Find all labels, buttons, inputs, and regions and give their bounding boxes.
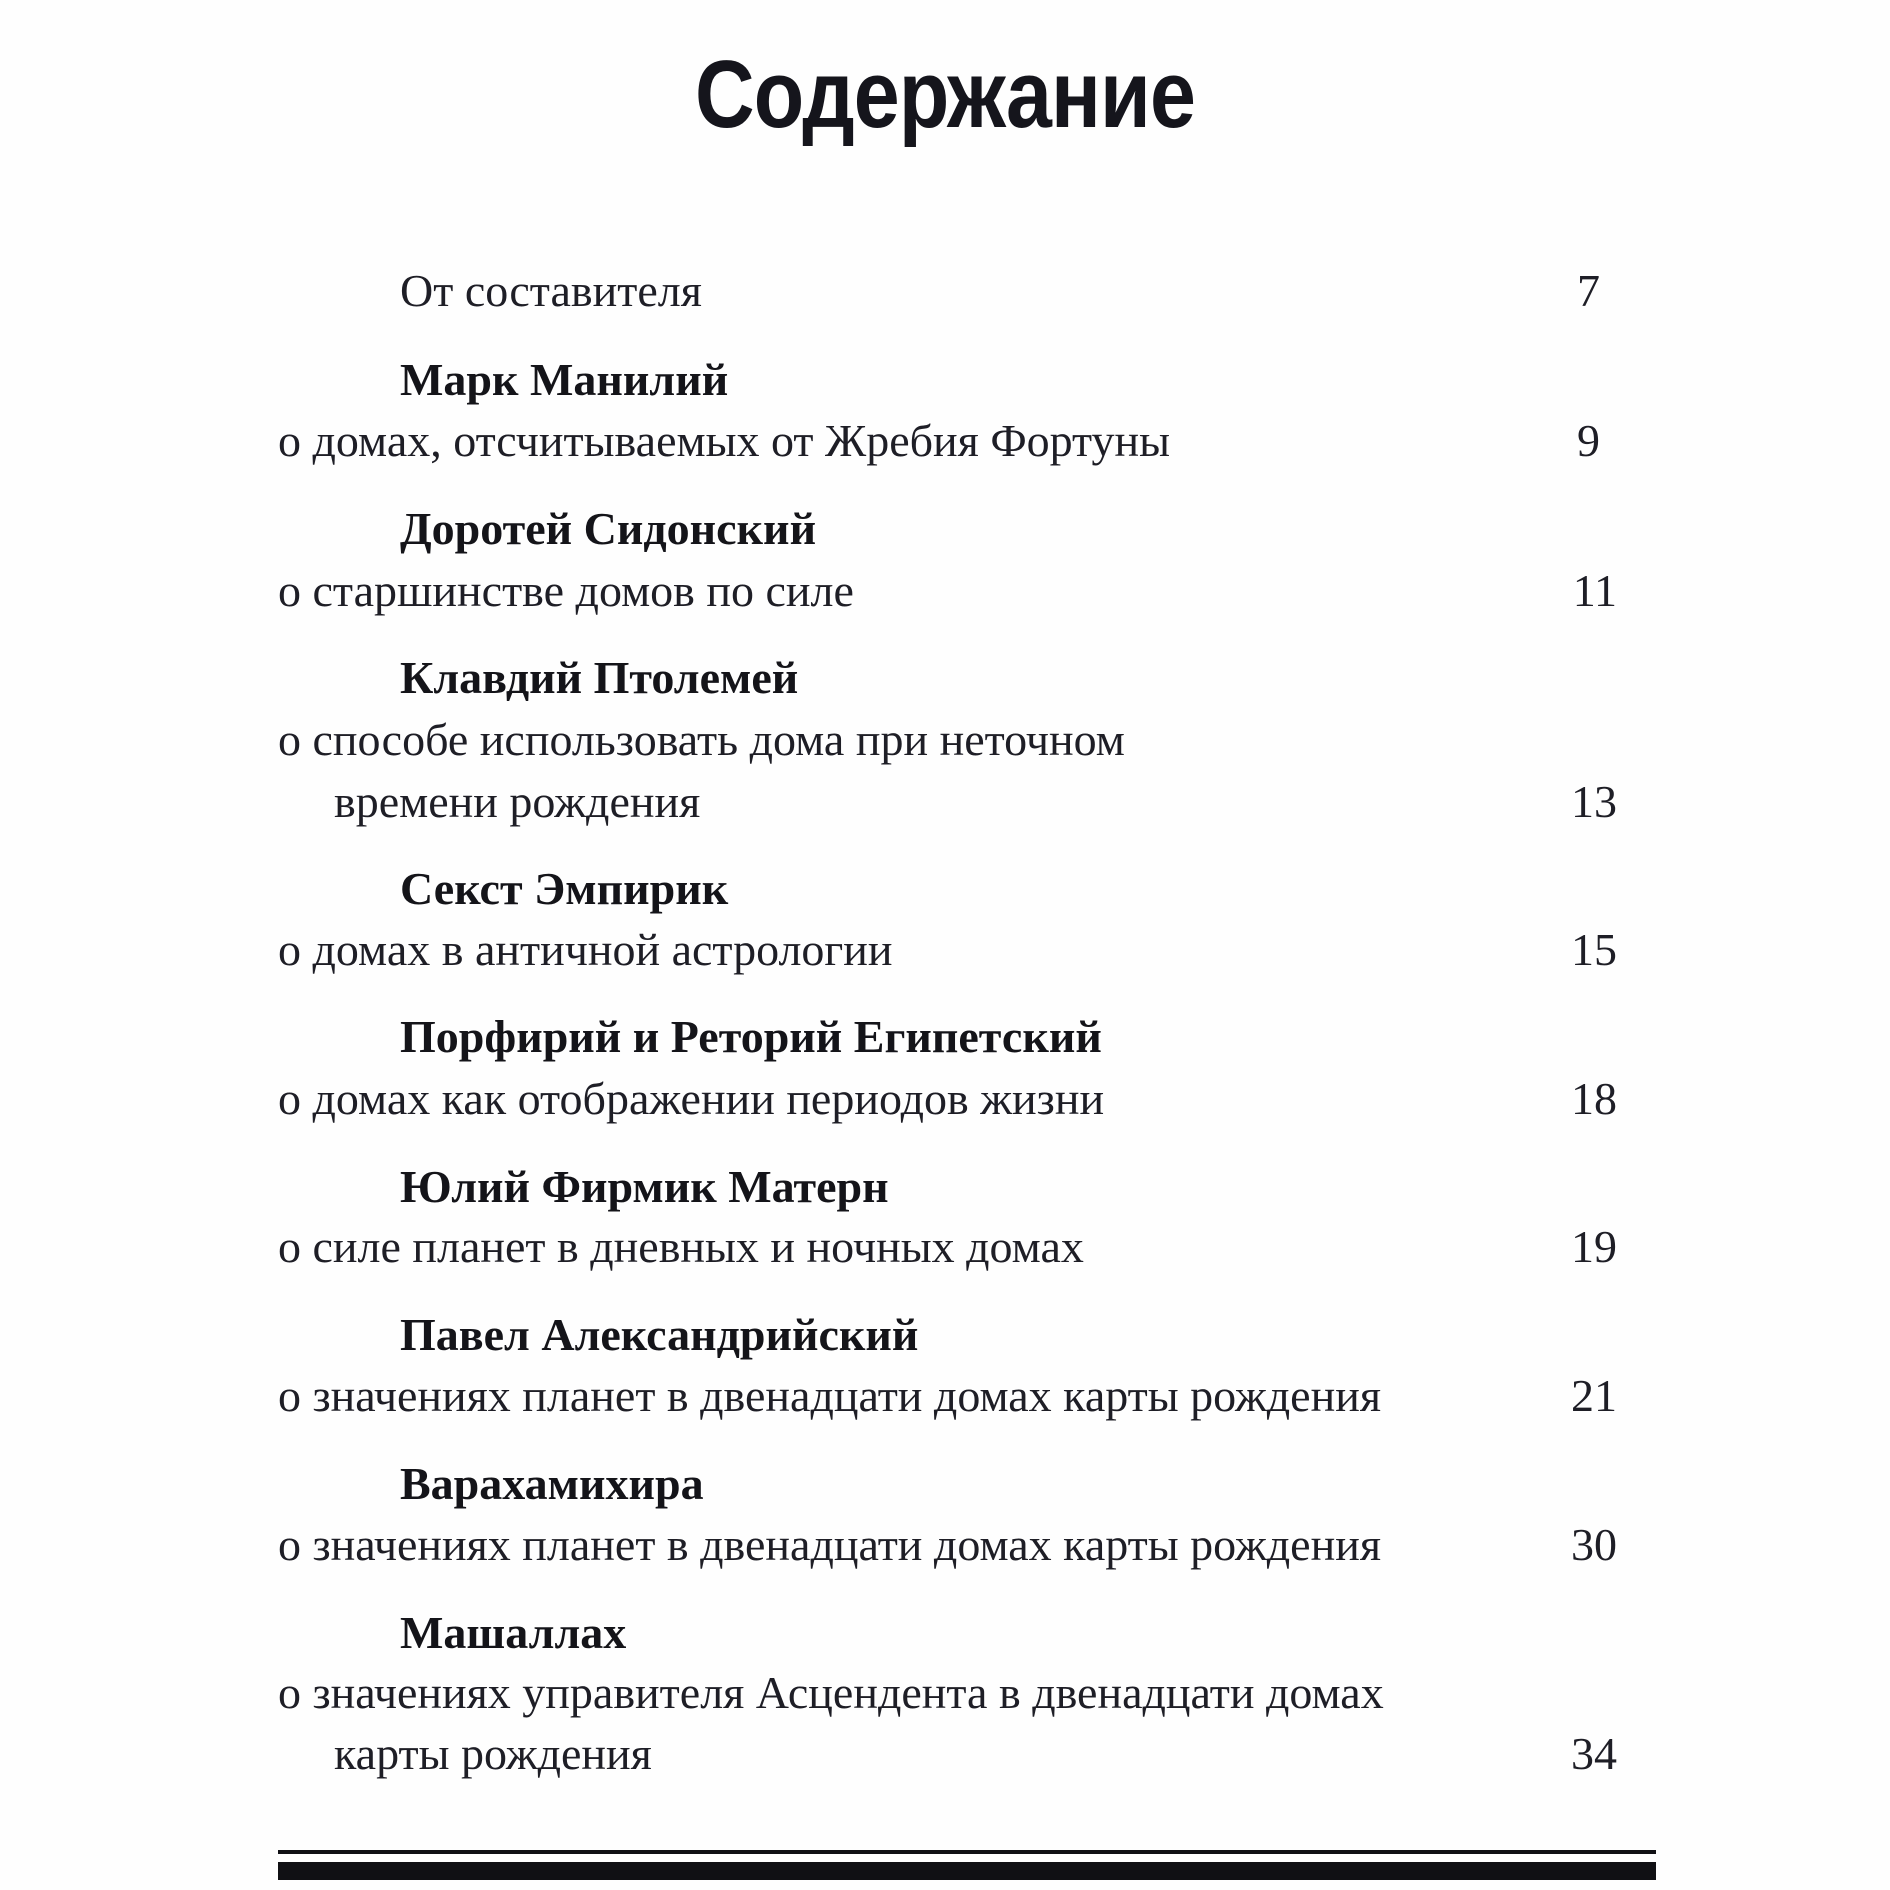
toc-entry-author: Доротей Сидонский bbox=[400, 503, 817, 554]
toc-entry-subtitle: о значениях планет в двенадцати домах карты рождения bbox=[278, 1370, 1381, 1421]
toc-page-number: 30 bbox=[1571, 1519, 1617, 1570]
toc-page-number: 21 bbox=[1571, 1370, 1617, 1421]
toc-entry-subtitle: о силе планет в дневных и ночных домах bbox=[278, 1221, 1084, 1272]
toc-entry-subtitle: о домах в античной астрологии bbox=[278, 924, 893, 975]
toc-entry-subtitle: о домах как отображении периодов жизни bbox=[278, 1073, 1105, 1124]
toc-page-number: 19 bbox=[1571, 1221, 1617, 1272]
toc-page-number: 9 bbox=[1577, 415, 1600, 466]
toc-entry-subtitle-continued: времени рождения bbox=[334, 776, 701, 827]
toc-entry-author: Варахамихира bbox=[400, 1458, 704, 1509]
toc-entry-subtitle: о домах, отсчитываемых от Жребия Фортуны bbox=[278, 415, 1171, 466]
toc-entry-author: Марк Манилий bbox=[400, 354, 729, 405]
bottom-rule-thick bbox=[278, 1862, 1656, 1880]
toc-entry-subtitle: о способе использовать дома при неточном bbox=[278, 714, 1125, 765]
page-title: Содержание bbox=[694, 41, 1196, 148]
toc-page-number: 11 bbox=[1572, 565, 1617, 616]
toc-entry-subtitle-continued: карты рождения bbox=[334, 1728, 652, 1779]
toc-entry-author: Павел Александрийский bbox=[400, 1309, 919, 1360]
toc-entry-author: Порфирий и Реторий Египетский bbox=[400, 1011, 1102, 1062]
toc-page-number: 7 bbox=[1577, 265, 1600, 316]
bottom-rule-thin bbox=[278, 1850, 1656, 1854]
toc-page-number: 34 bbox=[1571, 1728, 1617, 1779]
toc-entry-subtitle: От составителя bbox=[400, 265, 702, 316]
toc-entry-author: Юлий Фирмик Матерн bbox=[400, 1161, 889, 1212]
toc-page-number: 13 bbox=[1571, 776, 1617, 827]
toc-page-number: 18 bbox=[1571, 1073, 1617, 1124]
toc-entry-author: Секст Эмпирик bbox=[400, 863, 729, 914]
toc-entry-author: Клавдий Птолемей bbox=[400, 652, 799, 703]
toc-entry-subtitle: о значениях управителя Асцендента в двенадцати домах bbox=[278, 1667, 1384, 1718]
toc-entry-subtitle: о старшинстве домов по силе bbox=[278, 565, 854, 616]
toc-page-number: 15 bbox=[1571, 924, 1617, 975]
toc-entry-subtitle: о значениях планет в двенадцати домах карты рождения bbox=[278, 1519, 1381, 1570]
toc-entry-author: Машаллах bbox=[400, 1607, 627, 1658]
